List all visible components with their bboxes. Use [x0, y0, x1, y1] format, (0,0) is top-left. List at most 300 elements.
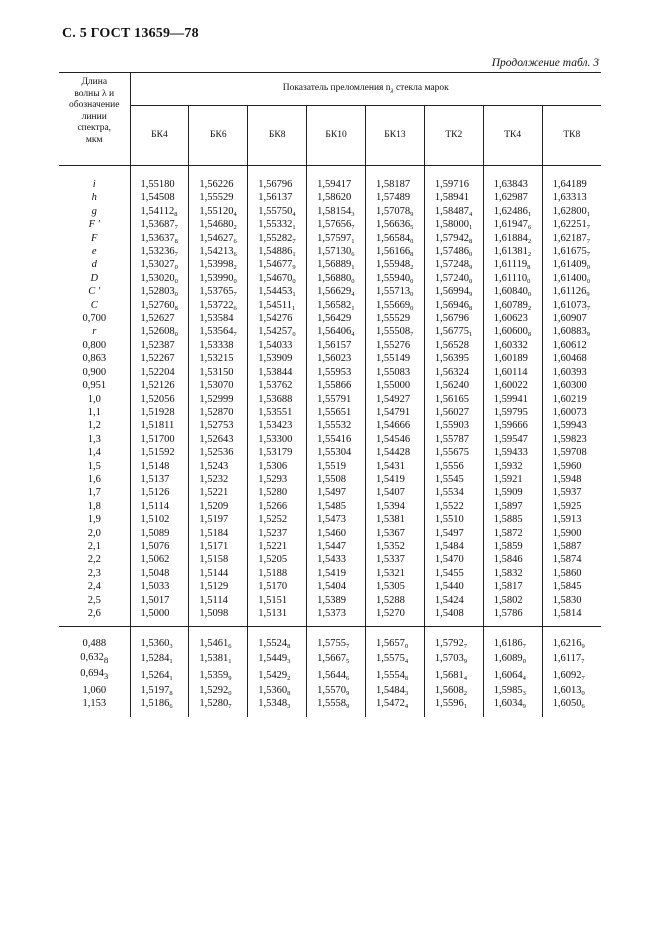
table-row	[59, 406, 601, 419]
index-cell: $1,5644_6$	[307, 667, 366, 684]
table-row	[59, 191, 601, 204]
table-row	[59, 393, 601, 406]
index-cell: $1,5985_3$	[483, 684, 542, 697]
index-cell: $1,5681_4$	[424, 667, 483, 684]
index-cell: 1,60468	[542, 352, 601, 365]
index-cell: 1,55083	[366, 366, 425, 379]
stub-header-line: спектра,	[77, 123, 112, 133]
wavelength-cell: 0,800	[59, 339, 130, 352]
index-cell: 1,5921	[483, 473, 542, 486]
index-cell: 1,56226	[189, 178, 248, 191]
index-cell: $1,5348_3$	[248, 697, 307, 710]
table-row	[59, 339, 601, 352]
index-cell: 1,5404	[307, 580, 366, 593]
index-cell: 1,5913	[542, 513, 601, 526]
index-cell: $1,5461_6$	[189, 637, 248, 650]
index-cell: $1,55713_0$	[366, 285, 425, 298]
table-row	[59, 232, 601, 245]
index-cell: 1,55529	[366, 312, 425, 325]
index-cell: 1,5845	[542, 580, 601, 593]
index-cell: $1,5554_8$	[366, 667, 425, 684]
index-cell: 1,58187	[366, 178, 425, 191]
wavelength-cell: 1,4	[59, 446, 130, 459]
index-cell: $1,6013_0$	[542, 684, 601, 697]
table-row	[59, 178, 601, 191]
table-row	[59, 446, 601, 459]
index-cell: 1,54927	[366, 393, 425, 406]
table-row	[59, 500, 601, 513]
index-cell: 1,55276	[366, 339, 425, 352]
index-cell: 1,52643	[189, 433, 248, 446]
index-cell: $1,54627_6$	[189, 232, 248, 245]
index-cell: $1,5449_3$	[248, 651, 307, 668]
index-cell: 1,53844	[248, 366, 307, 379]
wavelength-cell: 2,6	[59, 607, 130, 620]
index-cell: $1,61073_7$	[542, 299, 601, 312]
index-cell: 1,60114	[483, 366, 542, 379]
index-cell: 1,5948	[542, 473, 601, 486]
index-cell: 1,52870	[189, 406, 248, 419]
index-cell: 1,5131	[248, 607, 307, 620]
index-cell: 1,5860	[542, 567, 601, 580]
index-cell: 1,60907	[542, 312, 601, 325]
index-cell: $1,61675_7$	[542, 245, 601, 258]
index-cell: 1,5129	[189, 580, 248, 593]
index-cell: 1,60332	[483, 339, 542, 352]
index-cell: 1,60300	[542, 379, 601, 392]
index-cell: $1,57656_7$	[307, 218, 366, 231]
index-cell: 1,5433	[307, 553, 366, 566]
wavelength-cell: 0,863	[59, 352, 130, 365]
table-row	[59, 312, 601, 325]
index-cell: $1,56994_9$	[424, 285, 483, 298]
index-cell: 1,58620	[307, 191, 366, 204]
index-cell: $1,53637_8$	[140, 232, 178, 245]
index-cell: $1,55120_4$	[189, 205, 248, 218]
index-cell: 1,5419	[366, 473, 425, 486]
index-cell: $1,54677_9$	[248, 258, 307, 271]
index-cell: $1,53687_7$	[140, 219, 178, 232]
wavelength-cell: 2,5	[59, 594, 130, 607]
index-cell: 1,5102	[140, 514, 170, 526]
index-cell: $1,61381_2$	[483, 245, 542, 258]
column-header: ТК4	[483, 105, 542, 165]
index-cell: 1,5556	[424, 460, 483, 473]
index-cell: 1,56137	[248, 191, 307, 204]
index-cell: $1,55282_7$	[248, 232, 307, 245]
table-row	[59, 513, 601, 526]
index-cell: 1,59943	[542, 419, 601, 432]
index-cell: $1,56775_1$	[424, 325, 483, 338]
index-cell: 1,55675	[424, 446, 483, 459]
index-cell: 1,5221	[248, 540, 307, 553]
index-cell: 1,52056	[140, 393, 175, 405]
index-cell: 1,56027	[424, 406, 483, 419]
index-cell: 1,5048	[140, 567, 170, 579]
index-cell: $1,56584_0$	[366, 232, 425, 245]
index-cell: 1,56240	[424, 379, 483, 392]
index-cell: 1,5170	[248, 580, 307, 593]
wavelength-cell: $0,694_3$	[59, 667, 130, 684]
index-cell: 1,56023	[307, 352, 366, 365]
wavelength-cell: 1,9	[59, 513, 130, 526]
index-cell: $1,5755_7$	[307, 637, 366, 650]
index-cell: $1,56889_1$	[307, 258, 366, 271]
index-cell: 1,53338	[189, 339, 248, 352]
index-cell: 1,59716	[424, 178, 483, 191]
index-cell: $1,6089_0$	[483, 651, 542, 668]
index-cell: 1,54508	[140, 192, 175, 204]
index-cell: 1,55149	[366, 352, 425, 365]
index-cell: 1,53762	[248, 379, 307, 392]
index-cell: 1,60022	[483, 379, 542, 392]
table-row	[59, 352, 601, 365]
table-row	[59, 651, 601, 668]
index-cell: 1,5545	[424, 473, 483, 486]
index-cell: 1,5306	[248, 460, 307, 473]
index-cell: $1,5429_2$	[248, 667, 307, 684]
index-cell: 1,5885	[483, 513, 542, 526]
wavelength-cell: 0,900	[59, 366, 130, 379]
wavelength-cell: 0,700	[59, 312, 130, 325]
index-cell: $1,5703_9$	[424, 651, 483, 668]
wavelength-cell: 1,1	[59, 406, 130, 419]
index-cell: $1,5359_9$	[189, 667, 248, 684]
index-cell: $1,58000_1$	[424, 218, 483, 231]
index-cell: 1,60073	[542, 406, 601, 419]
wavelength-cell: C ′	[59, 285, 130, 298]
index-cell: $1,61409_0$	[542, 258, 601, 271]
index-cell: 1,56165	[424, 393, 483, 406]
wavelength-cell: 0,951	[59, 379, 130, 392]
index-cell: $1,56582_1$	[307, 299, 366, 312]
index-cell: 1,51928	[140, 406, 175, 418]
wavelength-cell: 2,4	[59, 580, 130, 593]
index-cell: 1,60612	[542, 339, 601, 352]
index-cell: $1,56166_8$	[366, 245, 425, 258]
index-cell: $1,54886_1$	[248, 245, 307, 258]
index-cell: 1,5510	[424, 513, 483, 526]
index-cell: 1,5419	[307, 567, 366, 580]
index-cell: 1,5485	[307, 500, 366, 513]
index-cell: $1,5292_0$	[189, 684, 248, 697]
wavelength-cell: 1,6	[59, 473, 130, 486]
index-cell: $1,56946_8$	[424, 299, 483, 312]
index-cell: 1,5000	[140, 608, 170, 619]
index-cell: 1,5321	[366, 567, 425, 580]
index-cell: $1,6092_7$	[542, 667, 601, 684]
index-cell: 1,5389	[307, 594, 366, 607]
index-cell: 1,5473	[307, 513, 366, 526]
index-cell: $1,58487_4$	[424, 205, 483, 218]
index-cell: 1,52536	[189, 446, 248, 459]
index-cell: 1,5925	[542, 500, 601, 513]
index-cell: 1,5519	[307, 460, 366, 473]
index-cell: $1,54511_1$	[248, 299, 307, 312]
index-cell: $1,57486_0$	[424, 245, 483, 258]
index-cell: $1,5472_4$	[366, 697, 425, 710]
index-cell: 1,56324	[424, 366, 483, 379]
index-cell: $1,61126_9$	[542, 285, 601, 298]
index-cell: $1,60600_8$	[483, 325, 542, 338]
index-cell: 1,5460	[307, 527, 366, 540]
stub-header-line: обозначение	[69, 100, 120, 110]
index-cell: 1,53150	[189, 366, 248, 379]
index-cell: 1,5408	[424, 607, 483, 620]
index-cell: 1,5887	[542, 540, 601, 553]
index-cell: 1,52999	[189, 393, 248, 406]
index-cell: $1,60883_9$	[542, 325, 601, 338]
index-cell: $1,57597_1$	[307, 232, 366, 245]
index-cell: 1,5874	[542, 553, 601, 566]
index-cell: 1,56796	[248, 178, 307, 191]
index-cell: $1,61119_8$	[483, 258, 542, 271]
index-cell: $1,53990_0$	[189, 272, 248, 285]
index-cell: $1,61400_0$	[542, 272, 601, 285]
index-cell: $1,60840_0$	[483, 285, 542, 298]
index-cell: $1,55669_0$	[366, 299, 425, 312]
wavelength-cell: 1,3	[59, 433, 130, 446]
wavelength-cell: 0,488	[59, 637, 130, 650]
index-cell: $1,56629_4$	[307, 285, 366, 298]
index-cell: 1,55953	[307, 366, 366, 379]
column-header: ТК8	[542, 105, 601, 165]
index-cell: 1,5534	[424, 486, 483, 499]
wavelength-cell: 1,060	[59, 684, 130, 697]
index-cell: 1,5484	[424, 540, 483, 553]
index-cell: 1,64189	[542, 178, 601, 191]
index-cell: $1,56880_0$	[307, 272, 366, 285]
table-row	[59, 684, 601, 697]
index-cell: 1,55651	[307, 406, 366, 419]
index-cell: 1,5455	[424, 567, 483, 580]
index-cell: 1,5184	[189, 527, 248, 540]
index-cell: $1,5570_9$	[307, 684, 366, 697]
index-cell: 1,5932	[483, 460, 542, 473]
index-cell: $1,53722_6$	[189, 299, 248, 312]
wavelength-cell: g	[59, 205, 130, 218]
table-row	[59, 299, 601, 312]
index-cell: $1,62800_1$	[542, 205, 601, 218]
group-header-tail: стекла марок	[393, 82, 449, 93]
index-cell: $1,6034_9$	[483, 697, 542, 710]
index-cell: 1,62987	[483, 191, 542, 204]
index-cell: $1,54670_0$	[248, 272, 307, 285]
wavelength-cell: 1,7	[59, 486, 130, 499]
index-cell: 1,56395	[424, 352, 483, 365]
index-cell: 1,5266	[248, 500, 307, 513]
wavelength-cell: 2,2	[59, 553, 130, 566]
index-cell: 1,5814	[542, 607, 601, 620]
index-cell: $1,6050_6$	[542, 697, 601, 710]
index-cell: 1,60623	[483, 312, 542, 325]
table-row	[59, 419, 601, 432]
table-row	[59, 258, 601, 271]
index-cell: 1,59547	[483, 433, 542, 446]
index-cell: 1,5830	[542, 594, 601, 607]
index-cell: 1,5171	[189, 540, 248, 553]
index-cell: 1,59666	[483, 419, 542, 432]
stub-header-line: волны λ и	[74, 88, 115, 99]
index-cell: 1,5394	[366, 500, 425, 513]
index-cell: 1,55866	[307, 379, 366, 392]
index-cell: $1,61110_0$	[483, 272, 542, 285]
index-cell: 1,54791	[366, 406, 425, 419]
table-row	[59, 366, 601, 379]
stub-header-line: линии	[81, 111, 107, 122]
column-header: БК13	[366, 105, 425, 165]
index-cell: 1,53215	[189, 352, 248, 365]
column-header: БК10	[307, 105, 366, 165]
index-cell: 1,5243	[189, 460, 248, 473]
index-cell: 1,55791	[307, 393, 366, 406]
index-cell: 1,5960	[542, 460, 601, 473]
index-cell: 1,5270	[366, 607, 425, 620]
index-cell: 1,60219	[542, 393, 601, 406]
index-cell: $1,5667_5$	[307, 651, 366, 668]
index-cell: 1,5337	[366, 553, 425, 566]
index-cell: 1,5126	[140, 487, 170, 499]
index-cell: 1,51592	[140, 447, 175, 459]
index-cell: 1,5098	[189, 607, 248, 620]
index-cell: $1,53236_7$	[140, 246, 178, 259]
index-cell: 1,5424	[424, 594, 483, 607]
index-cell: 1,60393	[542, 366, 601, 379]
index-cell: 1,5431	[366, 460, 425, 473]
refractive-index-table	[59, 72, 601, 717]
index-cell: $1,5596_1$	[424, 697, 483, 710]
index-cell: 1,55903	[424, 419, 483, 432]
index-cell: $1,61947_6$	[483, 218, 542, 231]
table-continuation-label: Продолжение табл. 3	[491, 57, 599, 69]
index-cell: 1,5407	[366, 486, 425, 499]
index-cell: 1,5937	[542, 486, 601, 499]
index-cell: $1,5284_1$	[140, 653, 173, 666]
column-header: ТК2	[424, 105, 483, 165]
index-cell: $1,53020_0$	[140, 272, 178, 285]
index-cell: $1,54112_8$	[140, 205, 178, 218]
index-cell: 1,52753	[189, 419, 248, 432]
wavelength-cell: 1,0	[59, 393, 130, 406]
index-cell: 1,5232	[189, 473, 248, 486]
table-row	[59, 553, 601, 566]
index-cell: 1,55416	[307, 433, 366, 446]
index-cell: 1,5352	[366, 540, 425, 553]
index-cell: 1,5802	[483, 594, 542, 607]
wavelength-cell: 2,0	[59, 527, 130, 540]
table-row	[59, 607, 601, 620]
index-cell: 1,5786	[483, 607, 542, 620]
table-row	[59, 637, 601, 650]
index-cell: $1,55750_4$	[248, 205, 307, 218]
index-cell: 1,5522	[424, 500, 483, 513]
wavelength-cell: d	[59, 258, 130, 271]
index-cell: $1,61884_2$	[483, 232, 542, 245]
index-cell: 1,59417	[307, 178, 366, 191]
index-cell: $1,6064_4$	[483, 667, 542, 684]
index-cell: 1,5148	[140, 460, 170, 472]
group-header	[130, 73, 601, 106]
index-cell: 1,59708	[542, 446, 601, 459]
index-cell: $1,56636_5$	[366, 218, 425, 231]
index-cell: 1,5252	[248, 513, 307, 526]
index-cell: 1,5137	[140, 473, 170, 485]
index-cell: $1,52760_8$	[140, 299, 178, 312]
index-cell: $1,62251_7$	[542, 218, 601, 231]
index-cell: 1,55304	[307, 446, 366, 459]
index-cell: 1,54546	[366, 433, 425, 446]
index-cell: 1,63313	[542, 191, 601, 204]
index-cell: $1,57078_9$	[366, 205, 425, 218]
index-cell: 1,5209	[189, 500, 248, 513]
index-cell: $1,6186_7$	[483, 637, 542, 650]
index-cell: 1,5440	[424, 580, 483, 593]
index-cell: 1,5017	[140, 594, 170, 606]
index-cell: 1,5817	[483, 580, 542, 593]
table-row	[59, 379, 601, 392]
index-cell: $1,5608_2$	[424, 684, 483, 697]
wavelength-cell: i	[59, 178, 130, 191]
index-cell: $1,5575_4$	[366, 651, 425, 668]
index-cell: 1,52204	[140, 366, 175, 378]
table-row	[59, 594, 601, 607]
table-row	[59, 567, 601, 580]
wavelength-cell: 2,1	[59, 540, 130, 553]
index-cell: $1,57130_6$	[307, 245, 366, 258]
index-cell: 1,55180	[140, 179, 175, 190]
index-cell: 1,56796	[424, 312, 483, 325]
index-cell: $1,62187_7$	[542, 232, 601, 245]
index-cell: $1,56406_4$	[307, 325, 366, 338]
index-cell: 1,54428	[366, 446, 425, 459]
index-cell: 1,5832	[483, 567, 542, 580]
index-cell: 1,54276	[248, 312, 307, 325]
index-cell: 1,5237	[248, 527, 307, 540]
index-cell: 1,5897	[483, 500, 542, 513]
column-header: БК4	[130, 105, 189, 165]
index-cell: 1,5033	[140, 581, 170, 593]
index-cell: $1,57942_8$	[424, 232, 483, 245]
index-cell: 1,55000	[366, 379, 425, 392]
index-cell: 1,59823	[542, 433, 601, 446]
index-cell: $1,52803_0$	[140, 286, 178, 299]
index-cell: 1,54033	[248, 339, 307, 352]
index-cell: 1,5114	[140, 500, 169, 512]
index-cell: 1,53551	[248, 406, 307, 419]
index-cell: $1,52608_0$	[140, 326, 178, 339]
index-cell: $1,5360_8$	[248, 684, 307, 697]
index-cell: 1,53584	[189, 312, 248, 325]
index-cell: 1,5447	[307, 540, 366, 553]
index-cell: $1,54257_0$	[248, 325, 307, 338]
index-cell: 1,5205	[248, 553, 307, 566]
index-cell: $1,55948_2$	[366, 258, 425, 271]
index-cell: 1,5293	[248, 473, 307, 486]
index-cell: $1,5558_9$	[307, 697, 366, 710]
index-cell: 1,58941	[424, 191, 483, 204]
index-cell: $1,5264_1$	[140, 669, 173, 682]
index-cell: 1,53688	[248, 393, 307, 406]
index-cell: 1,53070	[189, 379, 248, 392]
wavelength-cell: F	[59, 232, 130, 245]
index-cell: $1,5657_0$	[366, 637, 425, 650]
index-cell: 1,5859	[483, 540, 542, 553]
index-cell: 1,5221	[189, 486, 248, 499]
table-row	[59, 460, 601, 473]
wavelength-cell: 1,5	[59, 460, 130, 473]
table-row	[59, 697, 601, 710]
group-header-subscript: λ	[390, 86, 394, 95]
